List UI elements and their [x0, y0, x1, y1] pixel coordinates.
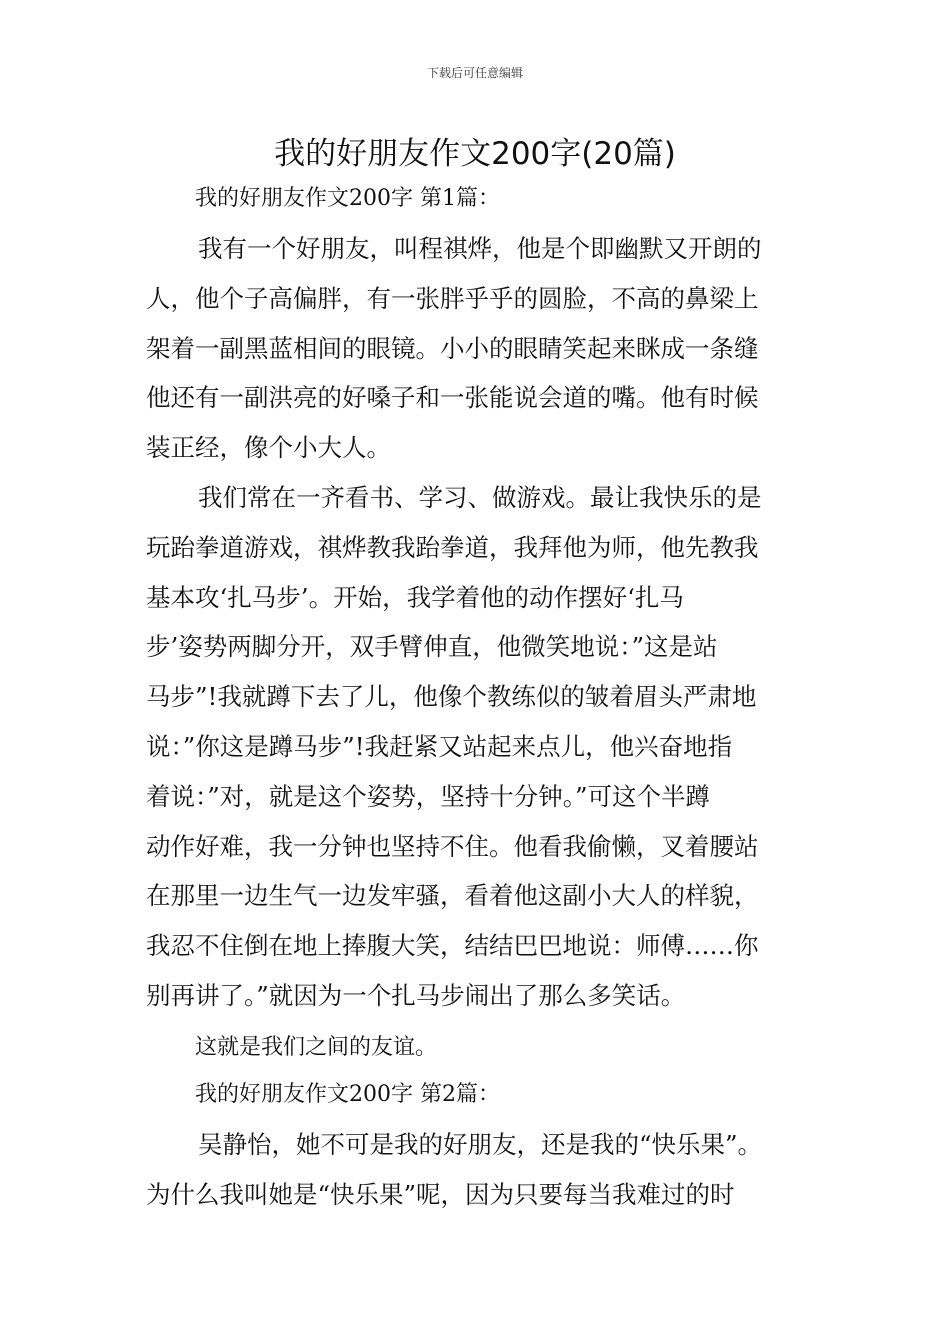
paragraph-line: 为什么我叫她是“快乐果”呢，因为只要每当我难过的时 [146, 1180, 735, 1209]
paragraph-line: 动作好难，我一分钟也坚持不住。他看我偷懒，叉着腰站 [146, 832, 759, 861]
paragraph-line: 他还有一副洪亮的好嗓子和一张能说会道的嘴。他有时候 [146, 383, 759, 412]
section-heading-1: 我的好朋友作文200字 第1篇： [195, 186, 500, 211]
document-title: 我的好朋友作文200字(20篇) [274, 136, 676, 172]
paragraph-line: 装正经，像个小大人。 [146, 433, 391, 462]
paragraph-line: 玩跆拳道游戏，祺烨教我跆拳道，我拜他为师，他先教我 [146, 533, 759, 562]
paragraph-line: 在那里一边生气一边发牢骚，看着他这副小大人的样貌， [146, 881, 759, 910]
header-note: 下载后可任意编辑 [426, 66, 523, 80]
paragraph-line: 着说：”对，就是这个姿势，坚持十分钟。”可这个半蹲 [146, 782, 711, 811]
paragraph-line: 别再讲了。”就因为一个扎马步闹出了那么多笑话。 [146, 981, 686, 1010]
paragraph-line: 我有一个好朋友，叫程祺烨，他是个即幽默又开朗的 [198, 234, 762, 263]
closing-line: 这就是我们之间的友谊。 [195, 1035, 438, 1060]
paragraph-line: 人，他个子高偏胖，有一张胖乎乎的圆脸，不高的鼻梁上 [146, 284, 759, 313]
paragraph-line: 吴静怡，她不可是我的好朋友，还是我的“快乐果”。 [198, 1130, 763, 1159]
section-heading-2: 我的好朋友作文200字 第2篇： [195, 1082, 500, 1107]
paragraph-line: 基本攻‘扎马步’。开始，我学着他的动作摆好‘扎马 [146, 583, 684, 612]
paragraph-line: 说：”你这是蹲马步”!我赶紧又站起来点儿，他兴奋地指 [146, 732, 733, 761]
paragraph-line: 步’姿势两脚分开，双手臂伸直，他微笑地说：”这是站 [146, 632, 718, 661]
paragraph-line: 架着一副黑蓝相间的眼镜。小小的眼睛笑起来眯成一条缝 [146, 334, 759, 363]
paragraph-line: 我忍不住倒在地上捧腹大笑，结结巴巴地说：师傅……你 [146, 931, 759, 960]
paragraph-line: 马步”!我就蹲下去了儿，他像个教练似的皱着眉头严肃地 [146, 682, 757, 711]
paragraph-line: 我们常在一齐看书、学习、做游戏。最让我快乐的是 [198, 483, 762, 512]
